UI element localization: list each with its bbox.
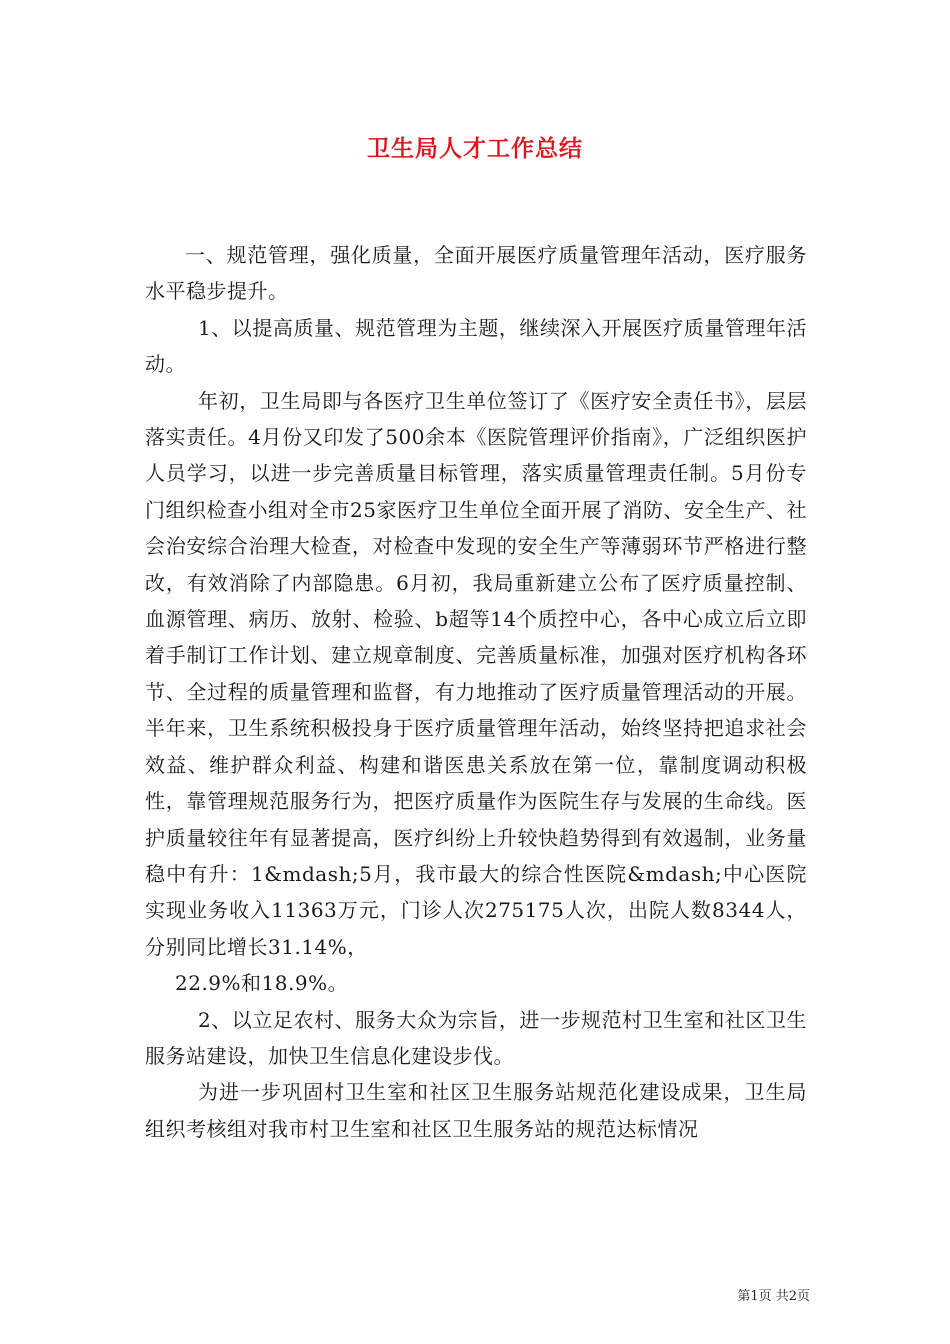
paragraph-item-two-heading: 2、以立足农村、服务大众为宗旨，进一步规范村卫生室和社区卫生服务站建设，加快卫生信息化建设步伐。 [145,1007,807,1068]
document-body [145,237,807,1147]
page-number-footer: 第1页 共2页 [737,1289,810,1304]
document-title: 卫生局人才工作总结 [367,135,583,162]
paragraph-growth-figures: 22.9%和18.9%。 [175,971,349,996]
paragraph-section-one: 一、规范管理，强化质量，全面开展医疗质量管理年活动，医疗服务水平稳步提升。 [145,243,807,304]
paragraph-item-one-body: 年初，卫生局即与各医疗卫生单位签订了《医疗安全责任书》，层层落实责任。4月份又印发了500余本《医院管理评价指南》，广泛组织医护人员学习，以进一步完善质量目标管理，落实质量管理责任制。5月份专门组织检查小组对全市25家医疗卫生单位全面开展了消防、安全生产、社会治安综合治理大检查，对检查中发现的安全生产等薄弱环节严格进行整改，有效消除了内部隐患。6月初，我局重新建立公布了医疗质量控制、血源管理、病历、放射、检验、b超等14个质控中心，各中心成立后立即着手制订工作计划、建立规章制度、完善质量标准，加强对医疗机构各环节、全过程的质量管理和监督，有力地推动了医疗质量管理活动的开展。半年来，卫生系统积极投身于医疗质量管理年活动，始终坚持把追求社会效益、维护群众利益、构建和谐医患关系放在第一位，靠制度调动积极性，靠管理规范服务行为，把医疗质量作为医院生存与发展的生命线。医护质量较往年有显著提高，医疗纠纷上升较快趋势得到有效遏制，业务量稳中有升：1&mdash;5月，我市最大的综合性医院&mdash;中心医院实现业务收入11363万元，门诊人次275175人次，出院人数8344人，分别同比增长31.14%， [145,388,807,959]
paragraph-item-two-body: 为进一步巩固村卫生室和社区卫生服务站规范化建设成果，卫生局组织考核组对我市村卫生室和社区卫生服务站的规范达标情况 [145,1080,807,1141]
paragraph-item-one-heading: 1、以提高质量、规范管理为主题，继续深入开展医疗质量管理年活动。 [145,315,807,377]
